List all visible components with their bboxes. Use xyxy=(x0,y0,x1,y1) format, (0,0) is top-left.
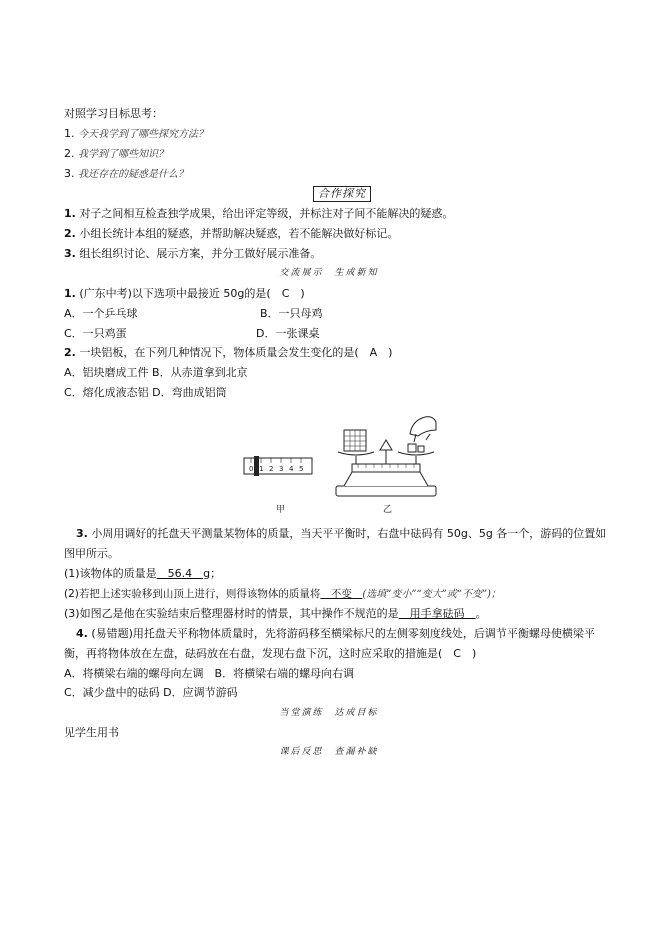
ruler-tick-4: 4 xyxy=(289,465,294,473)
ruler-tick-1: 1 xyxy=(259,465,264,473)
problem-1-num: 1. xyxy=(64,287,76,300)
problem-3-sub-2-post: (选填“变小”“变大”或“不变”)； xyxy=(362,589,501,600)
label-yi: 乙 xyxy=(383,505,393,515)
coop-title: 合作探究 xyxy=(313,186,371,202)
problem-4-num: 4. xyxy=(76,627,88,640)
problem-4-stem-text: (易错题)用托盘天平称物体质量时，先将游码移至横梁标尺的左侧零刻度线处，后调节平衡螺母使横梁平 xyxy=(91,627,595,640)
reflect-q2-text: 我学到了哪些知识？ xyxy=(78,149,168,160)
problem-1-option-c: C．一只鸡蛋 xyxy=(64,327,127,340)
problem-2-text: 一块铝板，在下列几种情况下，物体质量会发生变化的是( A ) xyxy=(79,346,393,359)
problem-3-sub-2 xyxy=(64,587,501,602)
problem-3-sub-3 xyxy=(64,607,487,621)
coop-item-2-num: 2. xyxy=(64,227,76,240)
problem-3-sub-1-pre: (1)该物体的质量是 xyxy=(64,567,157,580)
coop-item-2-text: 小组长统计本组的疑惑，并帮助解决疑惑，若不能解决做好标记。 xyxy=(79,227,399,240)
exchange-title: 交流展示 生成新知 xyxy=(279,268,379,278)
problem-3-sub-3-post: 。 xyxy=(475,607,487,620)
reflect-q3-text: 我还存在的疑惑是什么？ xyxy=(78,169,188,180)
problem-1 xyxy=(64,287,305,301)
problem-3-stem-2: 图甲所示。 xyxy=(64,547,119,560)
problem-3-stem-text: 小周用调好的托盘天平测量某物体的质量，当天平平衡时，右盘中砝码有 50g、5g 各一个，游码的位置如 xyxy=(91,527,607,540)
problem-3-sub-2-pre: (2)若把上述实验移到山顶上进行，则得该物体的质量将 xyxy=(64,588,321,600)
problem-2-num: 2. xyxy=(64,346,76,359)
ruler-tick-3: 3 xyxy=(279,465,284,473)
problem-1-option-a: A．一个乒乓球 xyxy=(64,307,138,320)
coop-item-1 xyxy=(64,207,453,221)
coop-item-2 xyxy=(64,227,398,241)
coop-item-3-text: 组长组织讨论、展示方案，并分工做好展示准备。 xyxy=(79,247,322,260)
ruler-tick-0: 0 xyxy=(249,465,254,473)
coop-item-1-text: 对子之间相互检查独学成果，给出评定等级，并标注对子间不能解决的疑惑。 xyxy=(79,207,454,220)
ruler-scale xyxy=(244,456,312,515)
problem-2 xyxy=(64,346,392,360)
problem-1-text: (广东中考)以下选项中最接近 50g的是( C ) xyxy=(79,287,305,300)
ruler-tick-5: 5 xyxy=(299,465,304,473)
student-book-note: 见学生用书 xyxy=(64,726,119,739)
problem-3-sub-1-post: g； xyxy=(203,567,222,580)
reflect-q1 xyxy=(64,127,208,142)
tray-balance xyxy=(336,417,436,496)
problem-4-options-cd: C．减少盘中的砝码 D．应调节游码 xyxy=(64,686,238,699)
balance-figure xyxy=(240,400,440,515)
problem-2-options-ab: A．铝块磨成工件 B．从赤道拿到北京 xyxy=(64,366,248,379)
problem-3-stem-1 xyxy=(76,527,606,541)
problem-4-stem-2: 衡，再将物体放在左盘，砝码放在右盘，发现右盘下沉，这时应采取的措施是( C ) xyxy=(64,647,477,660)
reflect-q1-text: 今天我学到了哪些探究方法？ xyxy=(78,129,208,140)
problem-4-options-ab: A．将横梁右端的螺母向左调 B．将横梁右端的螺母向右调 xyxy=(64,667,355,680)
reflect-heading: 对照学习目标思考： xyxy=(64,107,163,120)
coop-item-3 xyxy=(64,247,321,261)
problem-4-stem-1 xyxy=(76,627,595,641)
reflect-q2-num: 2. xyxy=(64,147,75,160)
reflect-q3 xyxy=(64,167,188,182)
problem-3-sub-3-pre: (3)如图乙是他在实验结束后整理器材时的情景，其中操作不规范的是 xyxy=(64,607,399,620)
problem-1-option-b: B．一只母鸡 xyxy=(260,307,323,320)
problem-2-options-cd: C．熔化成液态铝 D．弯曲成铝筒 xyxy=(64,386,227,399)
reflect-q3-num: 3. xyxy=(64,167,75,180)
reflect-q2 xyxy=(64,147,168,162)
practice-title: 当堂演练 达成目标 xyxy=(279,708,379,718)
problem-3-sub-1 xyxy=(64,567,221,581)
problem-1-option-d: D．一张课桌 xyxy=(256,327,320,340)
problem-3-sub-3-answer: 用手拿砝码 xyxy=(398,607,476,620)
problem-3-sub-2-answer: 不变 xyxy=(320,588,363,600)
coop-item-1-num: 1. xyxy=(64,207,76,220)
after-class-reflection-title: 课后反思 查漏补缺 xyxy=(279,747,379,757)
coop-item-3-num: 3. xyxy=(64,247,76,260)
label-jia: 甲 xyxy=(276,505,286,515)
problem-3-sub-1-answer: 56.4 xyxy=(156,567,204,580)
ruler-tick-2: 2 xyxy=(269,465,274,473)
reflect-q1-num: 1. xyxy=(64,127,75,140)
problem-3-num: 3. xyxy=(76,527,88,540)
